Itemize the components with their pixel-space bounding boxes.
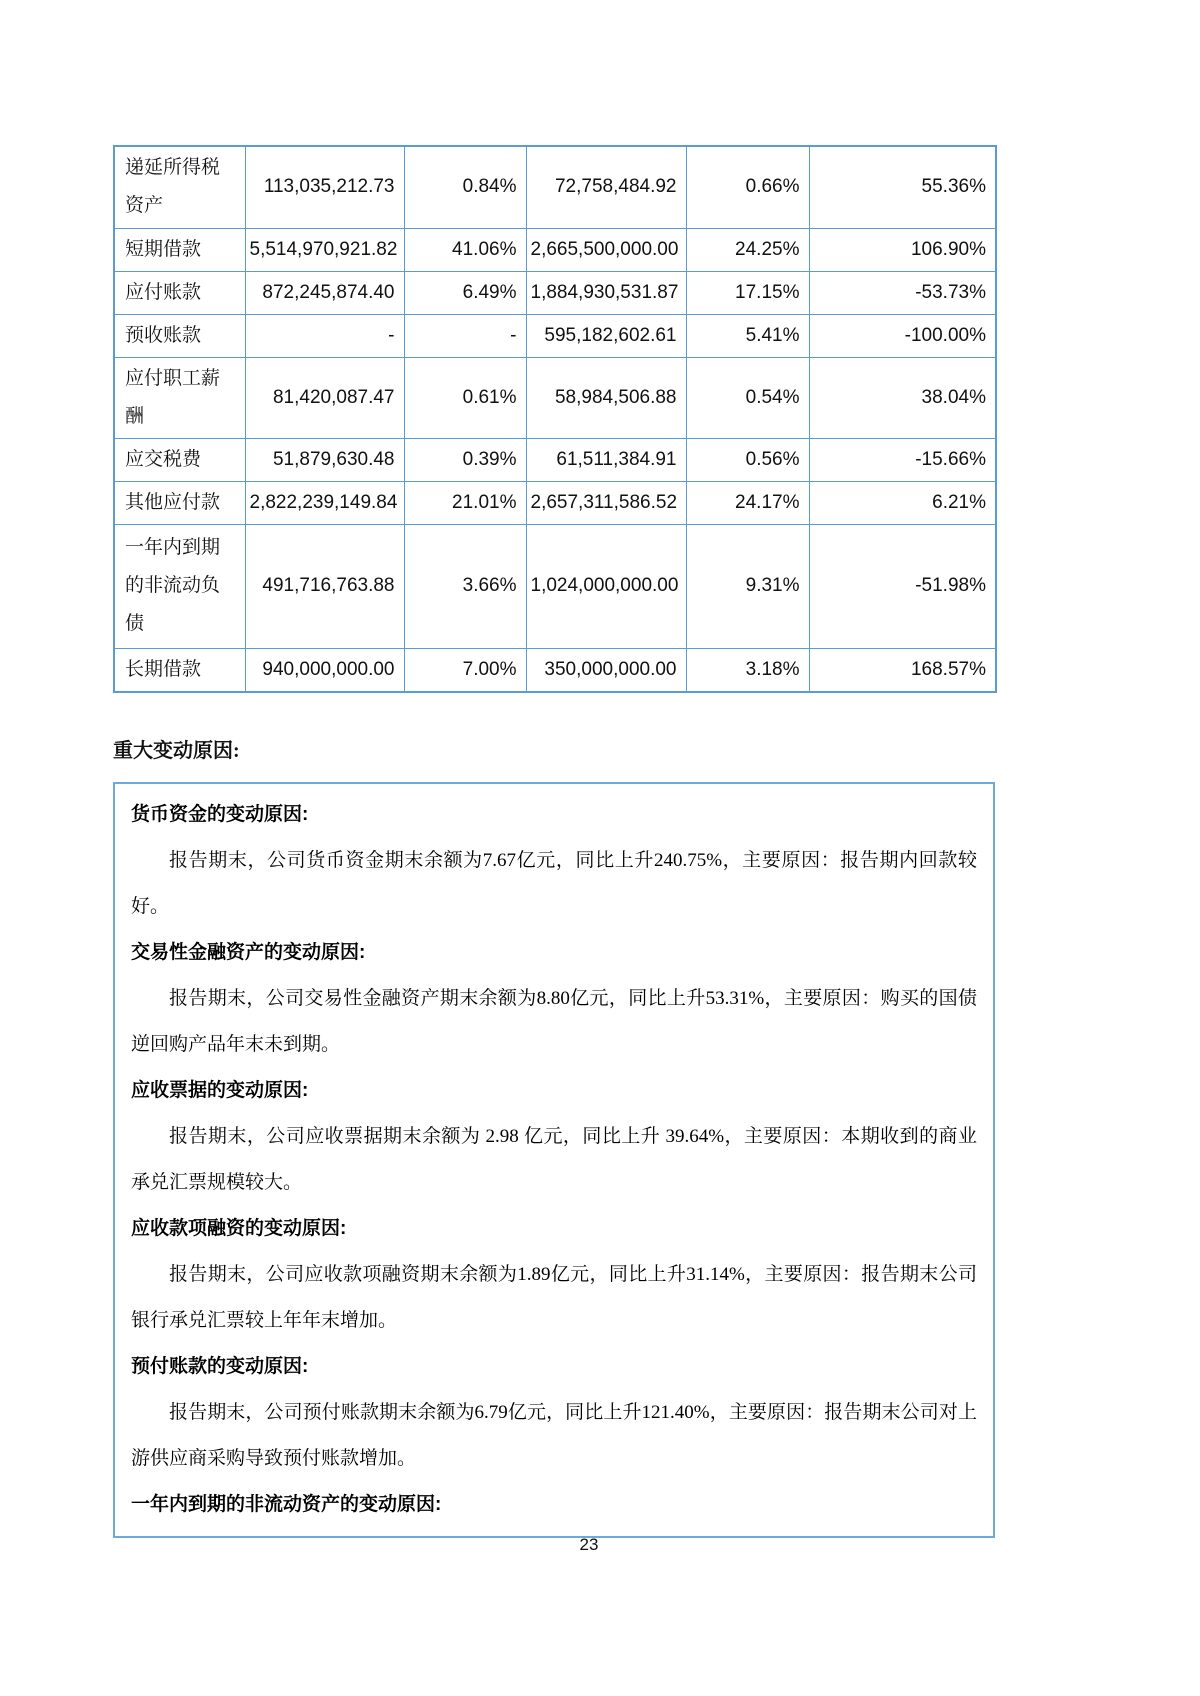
change-percent-cell: 168.57% [809,648,996,692]
period-begin-ratio-cell: 0.66% [686,146,809,228]
reason-title: 一年内到期的非流动资产的变动原因: [131,1493,442,1515]
row-item-name: 长期借款 [114,648,245,692]
reason-title: 交易性金融资产的变动原因: [131,941,366,963]
reason-block [131,1206,977,1344]
table-row [114,357,996,438]
period-end-ratio-cell: 0.61% [404,357,526,438]
period-end-amount-cell: 491,716,763.88 [245,524,404,648]
page-number: 23 [579,1535,599,1554]
period-begin-amount-cell: 2,657,311,586.52 [526,481,686,524]
table-row [114,438,996,481]
period-begin-amount-cell: 72,758,484.92 [526,146,686,228]
period-end-ratio-cell: 0.39% [404,438,526,481]
reason-block [131,1482,977,1528]
reason-title: 货币资金的变动原因: [131,803,309,825]
change-percent-cell: 106.90% [809,228,996,271]
period-end-amount-cell: 51,879,630.48 [245,438,404,481]
table-row [114,271,996,314]
period-end-amount-cell: 2,822,239,149.84 [245,481,404,524]
reasons-box [113,782,995,1538]
period-end-amount-cell: 872,245,874.40 [245,271,404,314]
period-end-amount-cell: 81,420,087.47 [245,357,404,438]
period-begin-ratio-cell: 17.15% [686,271,809,314]
period-end-ratio-cell: - [404,314,526,357]
table-body [114,146,996,692]
reason-body: 报告期末，公司货币资金期末余额为7.67亿元，同比上升240.75%，主要原因：报告期内回款较好。 [131,849,977,917]
row-item-name: 应交税费 [114,438,245,481]
period-begin-ratio-cell: 0.56% [686,438,809,481]
change-percent-cell: -53.73% [809,271,996,314]
period-begin-amount-cell: 350,000,000.00 [526,648,686,692]
change-percent-cell: -51.98% [809,524,996,648]
period-begin-amount-cell: 61,511,384.91 [526,438,686,481]
period-begin-amount-cell: 58,984,506.88 [526,357,686,438]
period-begin-ratio-cell: 24.25% [686,228,809,271]
period-end-amount-cell: 5,514,970,921.82 [245,228,404,271]
period-end-ratio-cell: 7.00% [404,648,526,692]
change-percent-cell: -100.00% [809,314,996,357]
period-end-amount-cell: 113,035,212.73 [245,146,404,228]
period-end-ratio-cell: 6.49% [404,271,526,314]
reason-body: 报告期末，公司应收票据期末余额为 2.98 亿元，同比上升 39.64%，主要原因：本期收到的商业承兑汇票规模较大。 [131,1125,977,1193]
change-percent-cell: 38.04% [809,357,996,438]
reason-block [131,1068,977,1206]
table-row [114,228,996,271]
reason-body: 报告期末，公司预付账款期末余额为6.79亿元，同比上升121.40%，主要原因：报告期末公司对上游供应商采购导致预付账款增加。 [131,1401,977,1469]
row-item-name: 应付职工薪酬 [114,357,245,438]
period-end-ratio-cell: 41.06% [404,228,526,271]
period-end-ratio-cell: 21.01% [404,481,526,524]
table-row [114,648,996,692]
balance-sheet-change-table [113,145,997,693]
period-begin-ratio-cell: 0.54% [686,357,809,438]
period-begin-amount-cell: 2,665,500,000.00 [526,228,686,271]
reason-body: 报告期末，公司交易性金融资产期末余额为8.80亿元，同比上升53.31%，主要原因：购买的国债逆回购产品年末未到期。 [131,987,977,1055]
period-begin-ratio-cell: 5.41% [686,314,809,357]
reason-body: 报告期末，公司应收款项融资期末余额为1.89亿元，同比上升31.14%，主要原因：报告期末公司银行承兑汇票较上年年末增加。 [131,1263,977,1331]
period-begin-amount-cell: 595,182,602.61 [526,314,686,357]
period-end-ratio-cell: 0.84% [404,146,526,228]
row-item-name: 短期借款 [114,228,245,271]
major-change-reasons-heading: 重大变动原因: [113,739,240,762]
row-item-name: 应付账款 [114,271,245,314]
period-end-amount-cell: 940,000,000.00 [245,648,404,692]
reason-title: 应收款项融资的变动原因: [131,1217,347,1239]
period-begin-ratio-cell: 24.17% [686,481,809,524]
change-percent-cell: 6.21% [809,481,996,524]
period-begin-amount-cell: 1,024,000,000.00 [526,524,686,648]
reason-title: 应收票据的变动原因: [131,1079,309,1101]
table-row [114,314,996,357]
period-begin-amount-cell: 1,884,930,531.87 [526,271,686,314]
reason-title: 预付账款的变动原因: [131,1355,309,1377]
change-percent-cell: 55.36% [809,146,996,228]
change-percent-cell: -15.66% [809,438,996,481]
period-end-amount-cell: - [245,314,404,357]
period-begin-ratio-cell: 9.31% [686,524,809,648]
period-begin-ratio-cell: 3.18% [686,648,809,692]
reason-block [131,930,977,1068]
row-item-name: 预收账款 [114,314,245,357]
row-item-name: 其他应付款 [114,481,245,524]
document-page [113,0,995,1538]
table-row [114,146,996,228]
reason-block [131,1344,977,1482]
row-item-name: 一年内到期的非流动负债 [114,524,245,648]
reason-block [131,792,977,930]
table-row [114,524,996,648]
period-end-ratio-cell: 3.66% [404,524,526,648]
row-item-name: 递延所得税资产 [114,146,245,228]
table-row [114,481,996,524]
